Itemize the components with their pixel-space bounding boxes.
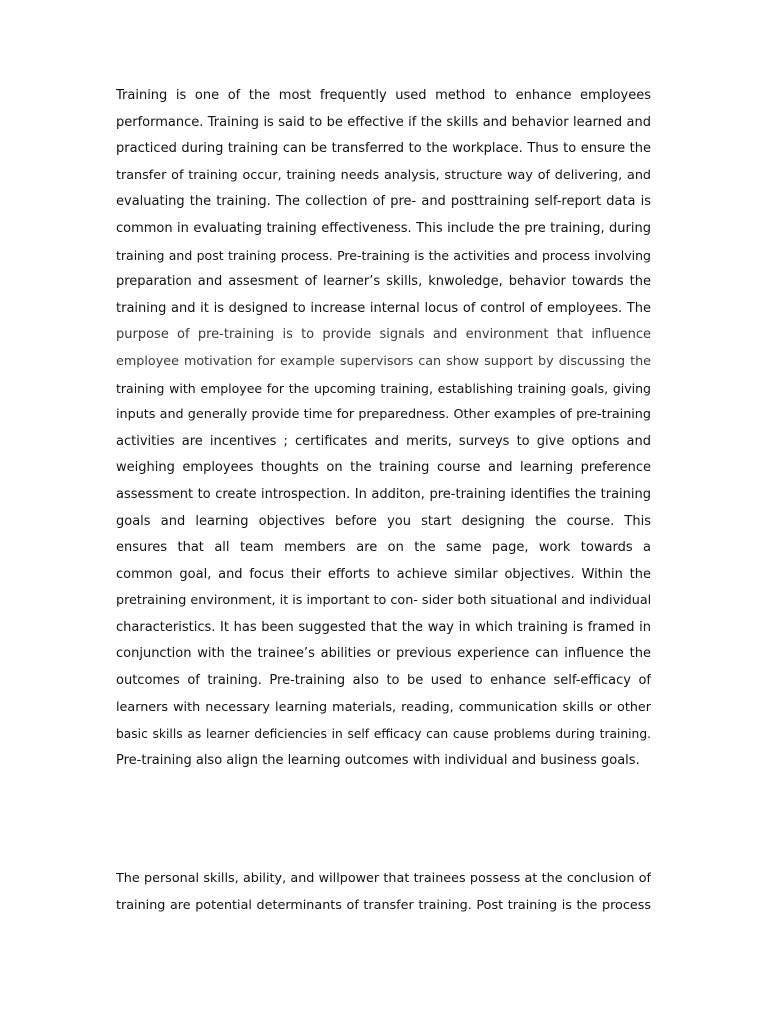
text-line: transfer of training occur, training needs analysis, structure way of delivering, and [116, 167, 651, 183]
text-line: characteristics. It has been suggested that the way in which training is framed in [116, 619, 651, 635]
text-line: common in evaluating training effectiveness. This include the pre training, during [116, 220, 651, 236]
text-line: Pre-training also align the learning outcomes with individual and business goals. [116, 752, 640, 768]
text-line: ensures that all team members are on the same page, work towards a [116, 540, 651, 556]
text-line: pretraining environment, it is important to con- sider both situational and individual [116, 593, 651, 609]
text-line: employee motivation for example supervisors can show support by discussing the [116, 353, 651, 369]
text-line: preparation and assesment of learner’s skills, knwoledge, behavior towards the [116, 274, 651, 290]
text-line: purpose of pre-training is to provide signals and environment that influence [116, 327, 651, 343]
text-line: practiced during training can be transferred to the workplace. Thus to ensure the [116, 141, 651, 157]
text-line: evaluating the training. The collection of pre- and posttraining self-report data is [116, 194, 651, 210]
text-line: goals and learning objectives before you start designing the course. This [116, 513, 651, 529]
text-line: training and it is designed to increase internal locus of control of employees. The [116, 300, 651, 316]
text-line: assessment to create introspection. In additon, pre-training identifies the training [116, 486, 651, 502]
text-line: basic skills as learner deficiencies in self efficacy can cause problems during training. [116, 727, 651, 742]
text-line: training with employee for the upcoming training, establishing training goals, giving [116, 380, 651, 396]
text-line: common goal, and focus their efforts to achieve similar objectives. Within the [116, 566, 651, 582]
text-line: training and post training process. Pre-training is the activities and process involving [116, 247, 651, 263]
text-line: conjunction with the trainee’s abilities or previous experience can influence the [116, 646, 651, 662]
text-line: weighing employees thoughts on the training course and learning preference [116, 460, 651, 476]
text-line: Training is one of the most frequently used method to enhance employees [116, 88, 651, 103]
paragraph-pre-training [116, 83, 651, 774]
text-line: inputs and generally provide time for preparedness. Other examples of pre-training [116, 407, 651, 423]
text-line: learners with necessary learning materials, reading, communication skills or other [116, 699, 651, 715]
text-line: training are potential determinants of transfer training. Post training is the process [116, 897, 651, 913]
text-line: The personal skills, ability, and willpower that trainees possess at the conclusion of [116, 871, 651, 886]
text-line: performance. Training is said to be effective if the skills and behavior learned and [116, 114, 651, 130]
paragraph-post-training [116, 866, 651, 919]
text-line: activities are incentives ; certificates and merits, surveys to give options and [116, 433, 651, 449]
text-line: outcomes of training. Pre-training also to be used to enhance self-efficacy of [116, 673, 651, 689]
